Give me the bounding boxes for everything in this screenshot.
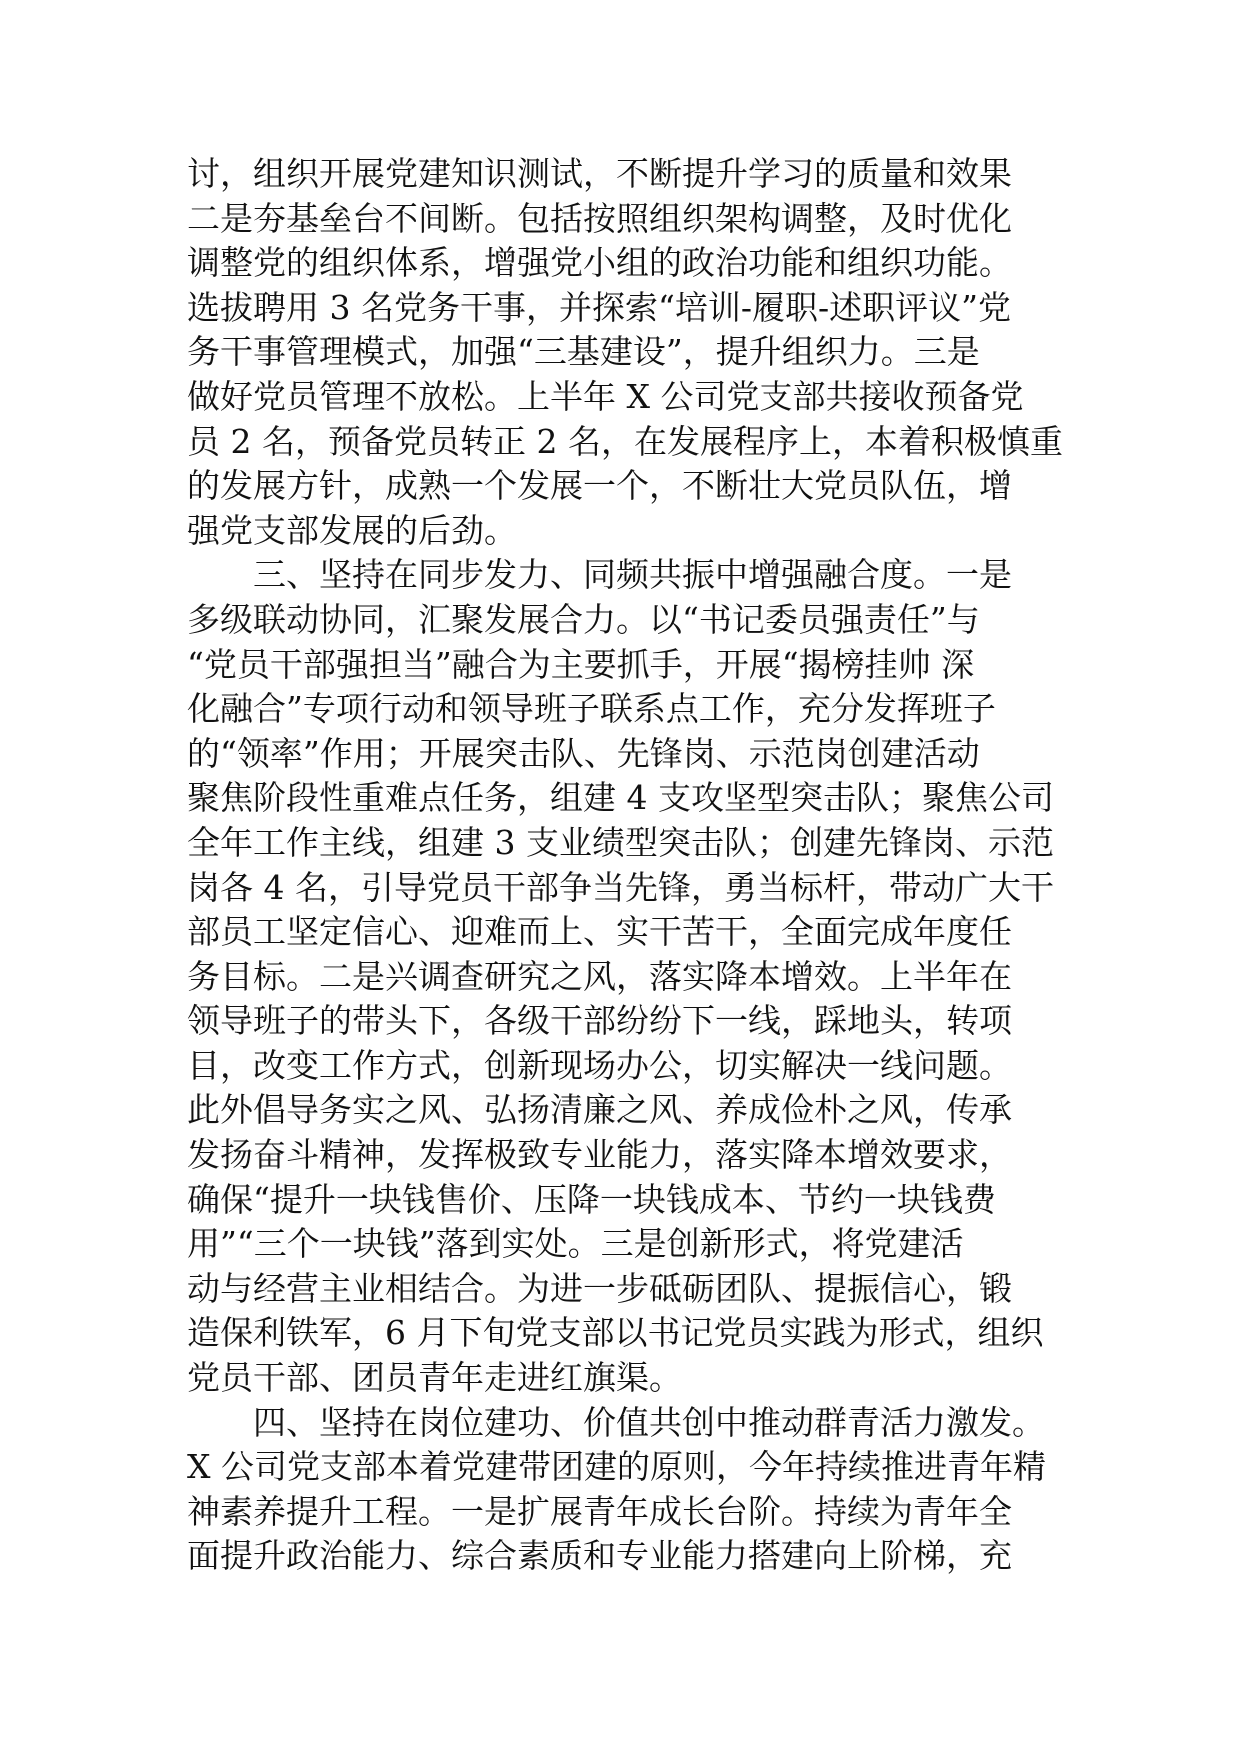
text-line: 造保利铁军，6 月下旬党支部以书记党员实践为形式，组织	[187, 1313, 1044, 1353]
text-line: 全年工作主线，组建 3 支业绩型突击队；创建先锋岗、示范	[187, 822, 1054, 862]
text-line: X 公司党支部本着党建带团建的原则，今年持续推进青年精	[187, 1447, 1046, 1487]
text-line: 面提升政治能力、综合素质和专业能力搭建向上阶梯，充	[187, 1536, 1012, 1576]
text-line: 强党支部发展的后劲。	[187, 510, 517, 550]
text-line: 多级联动协同，汇聚发展合力。以“书记委员强责任”与	[187, 599, 980, 639]
text-line: 目，改变工作方式，创新现场办公，切实解决一线问题。	[187, 1045, 1012, 1085]
text-line: 务干事管理模式，加强“三基建设”，提升组织力。三是	[187, 332, 980, 372]
text-line: 的“领率”作用；开展突击队、先锋岗、示范岗创建活动	[187, 733, 980, 773]
text-line: 的发展方针，成熟一个发展一个，不断壮大党员队伍，增	[187, 466, 1012, 506]
text-line: 用”“三个一块钱”落到实处。三是创新形式，将党建活	[187, 1224, 964, 1264]
text-line: “党员干部强担当”融合为主要抓手，开展“揭榜挂帅 深	[187, 644, 975, 684]
text-line: 领导班子的带头下，各级干部纷纷下一线，踩地头，转项	[187, 1001, 1012, 1041]
text-line: 讨，组织开展党建知识测试，不断提升学习的质量和效果	[187, 154, 1012, 193]
text-line: 确保“提升一块钱售价、压降一块钱成本、节约一块钱费	[187, 1179, 996, 1219]
text-line: 化融合”专项行动和领导班子联系点工作，充分发挥班子	[187, 689, 996, 729]
text-line: 务目标。二是兴调查研究之风，落实降本增效。上半年在	[187, 956, 1012, 996]
text-line: 调整党的组织体系，增强党小组的政治功能和组织功能。	[187, 243, 1012, 283]
text-line: 党员干部、团员青年走进红旗渠。	[187, 1358, 682, 1398]
text-line: 四、坚持在岗位建功、价值共创中推动群青活力激发。	[253, 1402, 1045, 1442]
text-line: 三、坚持在同步发力、同频共振中增强融合度。一是	[253, 555, 1012, 595]
text-line: 神素养提升工程。一是扩展青年成长台阶。持续为青年全	[187, 1491, 1012, 1531]
text-line: 此外倡导务实之风、弘扬清廉之风、养成俭朴之风，传承	[187, 1090, 1012, 1130]
text-line: 岗各 4 名，引导党员干部争当先锋，勇当标杆，带动广大干	[187, 867, 1054, 907]
text-line: 选拔聘用 3 名党务干事，并探索“培训-履职-述职评议”党	[187, 287, 1012, 327]
text-line: 动与经营主业相结合。为进一步砥砺团队、提振信心，锻	[187, 1268, 1012, 1308]
text-line: 做好党员管理不放松。上半年 X 公司党支部共接收预备党	[187, 376, 1024, 416]
text-line: 发扬奋斗精神，发挥极致专业能力，落实降本增效要求，	[187, 1135, 1012, 1175]
text-line: 二是夯基垒台不间断。包括按照组织架构调整，及时优化	[187, 198, 1012, 238]
text-line: 部员工坚定信心、迎难而上、实干苦干，全面完成年度任	[187, 912, 1012, 952]
text-line: 员 2 名，预备党员转正 2 名，在发展程序上，本着积极慎重	[187, 421, 1063, 461]
document-body	[187, 152, 1067, 1579]
text-line: 聚焦阶段性重难点任务，组建 4 支攻坚型突击队；聚焦公司	[187, 778, 1054, 818]
